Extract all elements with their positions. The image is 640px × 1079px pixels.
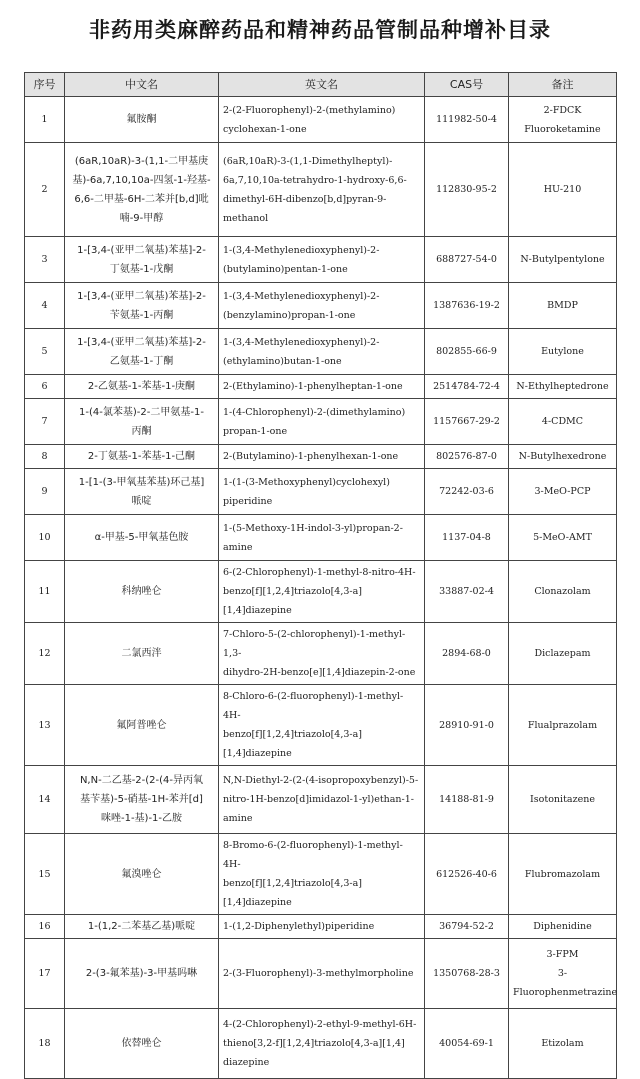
english-name-cell: (6aR,10aR)-3-(1,1-Dimethylheptyl)- 6a,7,10,10a-tetrahydro-1-hydroxy-6,6- dimethyl-6H-dibenzo[b,d]pyran-9-methanol: [219, 143, 425, 237]
row-number: 15: [25, 834, 65, 915]
note-cell: Diphenidine: [509, 915, 617, 939]
table-row: [25, 1009, 617, 1079]
chinese-name-cell: 1-[3,4-(亚甲二氧基)苯基]-2- 丁氨基-1-戊酮: [65, 237, 219, 283]
cas-number-cell: 612526-40-6: [425, 834, 509, 915]
row-number: 7: [25, 399, 65, 445]
english-name-cell: N,N-Diethyl-2-(2-(4-isopropoxybenzyl)-5- nitro-1H-benzo[d]imidazol-1-yl)ethan-1- amine: [219, 766, 425, 834]
table-row: [25, 97, 617, 143]
english-name-cell: 1-(1,2-Diphenylethyl)piperidine: [219, 915, 425, 939]
english-name-cell: 7-Chloro-5-(2-chlorophenyl)-1-methyl-1,3- dihydro-2H-benzo[e][1,4]diazepin-2-one: [219, 623, 425, 685]
table-row: [25, 623, 617, 685]
header-note: 备注: [509, 73, 617, 97]
chinese-name-cell: 2-丁氨基-1-苯基-1-己酮: [65, 445, 219, 469]
header-english-name: 英文名: [219, 73, 425, 97]
english-name-cell: 2-(3-Fluorophenyl)-3-methylmorpholine: [219, 939, 425, 1009]
cas-number-cell: 2894-68-0: [425, 623, 509, 685]
row-number: 18: [25, 1009, 65, 1079]
table-row: [25, 939, 617, 1009]
note-cell: 3-MeO-PCP: [509, 469, 617, 515]
header-no: 序号: [25, 73, 65, 97]
cas-number-cell: 111982-50-4: [425, 97, 509, 143]
chinese-name-cell: 1-(1,2-二苯基乙基)哌啶: [65, 915, 219, 939]
header-cas: CAS号: [425, 73, 509, 97]
table-row: [25, 445, 617, 469]
row-number: 14: [25, 766, 65, 834]
note-cell: HU-210: [509, 143, 617, 237]
chinese-name-cell: 氟阿普唑仑: [65, 685, 219, 766]
note-cell: BMDP: [509, 283, 617, 329]
english-name-cell: 1-(4-Chlorophenyl)-2-(dimethylamino) propan-1-one: [219, 399, 425, 445]
note-cell: N-Butylhexedrone: [509, 445, 617, 469]
row-number: 9: [25, 469, 65, 515]
table-row: [25, 915, 617, 939]
chinese-name-cell: N,N-二乙基-2-(2-(4-异丙氧 基苄基)-5-硝基-1H-苯并[d] 咪唑-1-基)-1-乙胺: [65, 766, 219, 834]
table-row: [25, 515, 617, 561]
cas-number-cell: 14188-81-9: [425, 766, 509, 834]
table-row: [25, 283, 617, 329]
note-cell: Eutylone: [509, 329, 617, 375]
cas-number-cell: 802855-66-9: [425, 329, 509, 375]
english-name-cell: 1-(5-Methoxy-1H-indol-3-yl)propan-2- amine: [219, 515, 425, 561]
row-number: 5: [25, 329, 65, 375]
table-row: [25, 237, 617, 283]
cas-number-cell: 1157667-29-2: [425, 399, 509, 445]
cas-number-cell: 802576-87-0: [425, 445, 509, 469]
drug-table: [24, 72, 617, 1079]
table-row: [25, 329, 617, 375]
chinese-name-cell: 1-[1-(3-甲氧基苯基)环己基] 哌啶: [65, 469, 219, 515]
table-row: [25, 561, 617, 623]
table-row: [25, 834, 617, 915]
chinese-name-cell: 1-[3,4-(亚甲二氧基)苯基]-2- 乙氨基-1-丁酮: [65, 329, 219, 375]
table-header-row: [25, 73, 617, 97]
row-number: 10: [25, 515, 65, 561]
english-name-cell: 1-(3,4-Methylenedioxyphenyl)-2- (butylamino)pentan-1-one: [219, 237, 425, 283]
note-cell: Isotonitazene: [509, 766, 617, 834]
row-number: 12: [25, 623, 65, 685]
note-cell: Diclazepam: [509, 623, 617, 685]
table-row: [25, 469, 617, 515]
english-name-cell: 4-(2-Chlorophenyl)-2-ethyl-9-methyl-6H- thieno[3,2-f][1,2,4]triazolo[4,3-a][1,4] diazepine: [219, 1009, 425, 1079]
note-cell: Flualprazolam: [509, 685, 617, 766]
chinese-name-cell: α-甲基-5-甲氧基色胺: [65, 515, 219, 561]
cas-number-cell: 1387636-19-2: [425, 283, 509, 329]
note-cell: Clonazolam: [509, 561, 617, 623]
chinese-name-cell: 2-乙氨基-1-苯基-1-庚酮: [65, 375, 219, 399]
row-number: 2: [25, 143, 65, 237]
cas-number-cell: 112830-95-2: [425, 143, 509, 237]
row-number: 11: [25, 561, 65, 623]
chinese-name-cell: 1-(4-氯苯基)-2-二甲氨基-1- 丙酮: [65, 399, 219, 445]
row-number: 17: [25, 939, 65, 1009]
row-number: 6: [25, 375, 65, 399]
chinese-name-cell: 2-(3-氟苯基)-3-甲基吗啉: [65, 939, 219, 1009]
table-row: [25, 685, 617, 766]
cas-number-cell: 2514784-72-4: [425, 375, 509, 399]
document-title: 非药用类麻醉药品和精神药品管制品种增补目录: [89, 18, 551, 42]
chinese-name-cell: (6aR,10aR)-3-(1,1-二甲基庚 基)-6a,7,10,10a-四氢-1-羟基- 6,6-二甲基-6H-二苯并[b,d]吡 喃-9-甲醇: [65, 143, 219, 237]
chinese-name-cell: 氟溴唑仑: [65, 834, 219, 915]
note-cell: 4-CDMC: [509, 399, 617, 445]
table-row: [25, 399, 617, 445]
english-name-cell: 6-(2-Chlorophenyl)-1-methyl-8-nitro-4H- benzo[f][1,2,4]triazolo[4,3-a][1,4]diazepine: [219, 561, 425, 623]
table-row: [25, 143, 617, 237]
row-number: 1: [25, 97, 65, 143]
row-number: 13: [25, 685, 65, 766]
note-cell: 3-FPM 3- Fluorophenmetrazine: [509, 939, 617, 1009]
chinese-name-cell: 科纳唑仑: [65, 561, 219, 623]
note-cell: 2-FDCK Fluoroketamine: [509, 97, 617, 143]
row-number: 4: [25, 283, 65, 329]
table-row: [25, 375, 617, 399]
chinese-name-cell: 氟胺酮: [65, 97, 219, 143]
english-name-cell: 8-Bromo-6-(2-fluorophenyl)-1-methyl-4H- benzo[f][1,2,4]triazolo[4,3-a][1,4]diazepine: [219, 834, 425, 915]
english-name-cell: 2-(Ethylamino)-1-phenylheptan-1-one: [219, 375, 425, 399]
english-name-cell: 1-(3,4-Methylenedioxyphenyl)-2- (benzylamino)propan-1-one: [219, 283, 425, 329]
english-name-cell: 8-Chloro-6-(2-fluorophenyl)-1-methyl-4H- benzo[f][1,2,4]triazolo[4,3-a][1,4]diazepine: [219, 685, 425, 766]
cas-number-cell: 72242-03-6: [425, 469, 509, 515]
row-number: 8: [25, 445, 65, 469]
note-cell: 5-MeO-AMT: [509, 515, 617, 561]
header-chinese-name: 中文名: [65, 73, 219, 97]
row-number: 3: [25, 237, 65, 283]
cas-number-cell: 688727-54-0: [425, 237, 509, 283]
note-cell: Etizolam: [509, 1009, 617, 1079]
cas-number-cell: 1137-04-8: [425, 515, 509, 561]
english-name-cell: 2-(2-Fluorophenyl)-2-(methylamino) cyclohexan-1-one: [219, 97, 425, 143]
cas-number-cell: 1350768-28-3: [425, 939, 509, 1009]
row-number: 16: [25, 915, 65, 939]
english-name-cell: 2-(Butylamino)-1-phenylhexan-1-one: [219, 445, 425, 469]
chinese-name-cell: 二氯西泮: [65, 623, 219, 685]
cas-number-cell: 28910-91-0: [425, 685, 509, 766]
english-name-cell: 1-(3,4-Methylenedioxyphenyl)-2- (ethylamino)butan-1-one: [219, 329, 425, 375]
note-cell: N-Butylpentylone: [509, 237, 617, 283]
cas-number-cell: 36794-52-2: [425, 915, 509, 939]
chinese-name-cell: 1-[3,4-(亚甲二氧基)苯基]-2- 苄氨基-1-丙酮: [65, 283, 219, 329]
cas-number-cell: 40054-69-1: [425, 1009, 509, 1079]
table-row: [25, 766, 617, 834]
note-cell: Flubromazolam: [509, 834, 617, 915]
cas-number-cell: 33887-02-4: [425, 561, 509, 623]
note-cell: N-Ethylheptedrone: [509, 375, 617, 399]
chinese-name-cell: 依替唑仑: [65, 1009, 219, 1079]
english-name-cell: 1-(1-(3-Methoxyphenyl)cyclohexyl) piperidine: [219, 469, 425, 515]
